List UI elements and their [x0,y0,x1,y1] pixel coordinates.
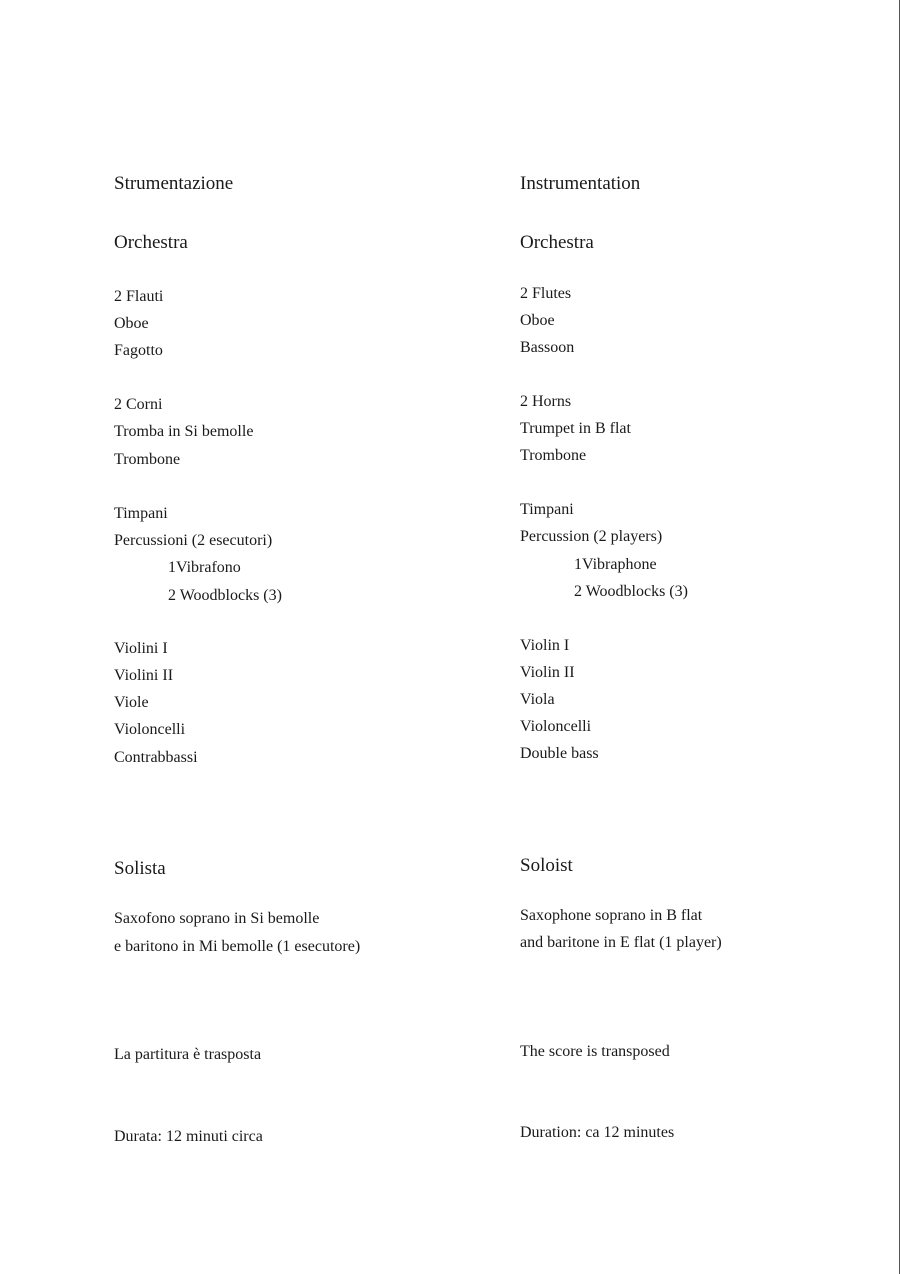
instrumentation-title: Instrumentation [520,173,641,194]
instrument-item: 2 Flutes [520,285,572,302]
instrument-item: 2 Corni [114,396,163,413]
instrument-item: Violini I [114,640,168,657]
instrument-item: Trombone [520,447,587,464]
orchestra-heading: Orchestra [114,232,188,253]
duration-note: Durata: 12 minuti circa [114,1128,263,1145]
instrument-item: Bassoon [520,339,575,356]
instrument-item: Violin II [520,664,575,681]
transposed-note: La partitura è trasposta [114,1046,262,1063]
instrument-item: Contrabbassi [114,749,198,766]
instrument-item: Violini II [114,667,174,684]
instrument-item: Percussioni (2 esecutori) [114,532,273,549]
instrument-item: Violin I [520,637,570,654]
duration-note: Duration: ca 12 minutes [520,1124,675,1141]
instrument-item: Tromba in Si bemolle [114,423,254,440]
soloist-line: Saxofono soprano in Si bemolle [114,910,320,927]
instrument-item: Oboe [114,315,149,332]
percussion-player-item: 2 Woodblocks (3) [574,583,688,600]
soloist-line: and baritone in E flat (1 player) [520,934,722,951]
instrument-item: Percussion (2 players) [520,528,663,545]
instrument-item: Fagotto [114,342,163,359]
instrument-item: Trombone [114,451,181,468]
instrument-item: Oboe [520,312,555,329]
instrument-item: Violoncelli [114,721,186,738]
orchestra-heading: Orchestra [520,232,594,253]
instrument-item: Viola [520,691,555,708]
instrument-item: 2 Flauti [114,288,164,305]
instrument-item: Timpani [114,505,168,522]
soloist-heading: Solista [114,858,166,879]
soloist-line: e baritono in Mi bemolle (1 esecutore) [114,938,361,955]
instrument-item: Trumpet in B flat [520,420,631,437]
percussion-player-item: 2 Woodblocks (3) [168,587,282,604]
instrument-item: Violoncelli [520,718,592,735]
percussion-player-item: 1Vibrafono [168,559,241,576]
soloist-line: Saxophone soprano in B flat [520,907,703,924]
instrumentation-title: Strumentazione [114,173,234,194]
instrument-item: 2 Horns [520,393,572,410]
soloist-heading: Soloist [520,855,573,876]
percussion-player-item: 1Vibraphone [574,556,657,573]
transposed-note: The score is transposed [520,1043,670,1060]
instrument-item: Viole [114,694,149,711]
instrument-item: Double bass [520,745,599,762]
instrument-item: Timpani [520,501,574,518]
